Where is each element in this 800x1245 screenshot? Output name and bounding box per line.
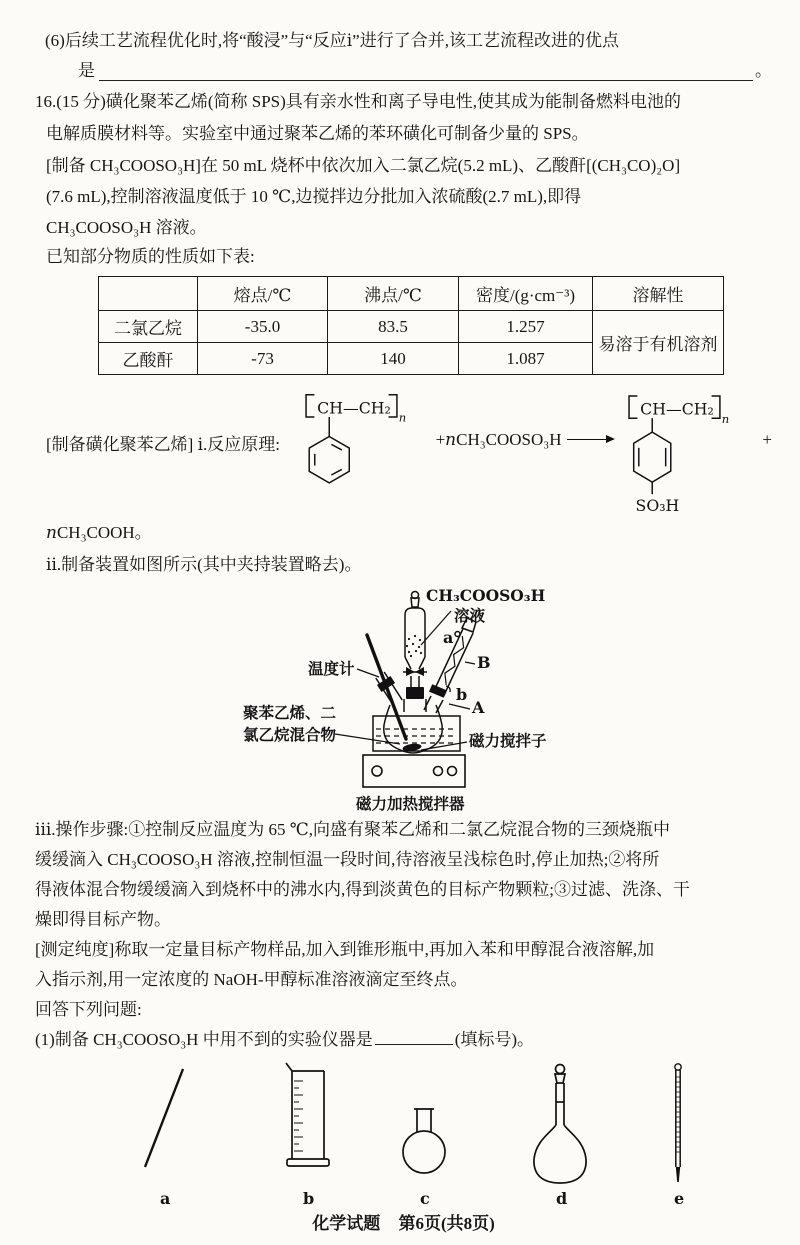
label-stir-bar: 磁力搅拌子 <box>469 733 547 750</box>
header-density: 密度/(g·cm⁻³) <box>459 277 593 311</box>
q6-answer-line <box>78 56 772 86</box>
prep-line2: (7.6 mL),控制溶液温度低于 10 ℃,边搅拌边分批加入浓硫酸(2.7 mL),即得 <box>46 187 582 206</box>
page-footer <box>35 1211 772 1237</box>
cell-boiling: 140 <box>328 343 459 375</box>
repeat-unit-text: CH—CH₂ <box>317 398 392 418</box>
plus-sign-end: + <box>762 430 772 449</box>
reagent-formula: CH₃COOSO₃H <box>456 430 562 449</box>
header-solubility: 溶解性 <box>593 277 724 311</box>
cell-melting: -35.0 <box>198 311 328 343</box>
equipment-label-c: c <box>420 1189 430 1208</box>
prep-line3: CH₃COOSO₃H 溶液。 <box>46 218 207 237</box>
so3h-group: SO₃H <box>636 495 680 515</box>
label-condenser-B: B <box>477 653 491 672</box>
equipment-figure <box>100 1059 772 1209</box>
properties-table <box>98 276 724 375</box>
reaction-label: [制备磺化聚苯乙烯] ⅰ.反应原理: <box>46 435 280 454</box>
q6-answer-prefix: 是 <box>78 61 95 80</box>
header-boiling: 沸点/℃ <box>328 277 459 311</box>
label-port-b: b <box>456 685 468 704</box>
thermometer-item <box>675 1064 681 1182</box>
condenser <box>434 618 476 695</box>
q1-prefix: (1)制备 CH₃COOSO₃H 中用不到的实验仪器是 <box>35 1030 373 1049</box>
label-flask-A: A <box>472 698 485 717</box>
cell-melting: -73 <box>198 343 328 375</box>
right-neck-clamp <box>429 684 447 698</box>
table-header-row <box>99 277 724 311</box>
graduated-cylinder <box>286 1063 329 1166</box>
cell-solubility: 易溶于有机溶剂 <box>593 311 724 375</box>
repeat-unit-text: CH—CH₂ <box>640 399 715 419</box>
steps-line2: 缓缓滴入 CH₃COOSO₃H 溶液,控制恒温一段时间,待溶液呈浅棕色时,停止加热;②将所 <box>35 850 660 869</box>
round-bottom-flask <box>403 1109 445 1173</box>
q1-answer-blank <box>375 1026 453 1045</box>
cell-density: 1.087 <box>459 343 593 375</box>
footer-page-info: 第6页(共8页) <box>398 1214 495 1233</box>
equipment-diagram <box>100 1059 750 1209</box>
coefficient-n: n <box>445 430 457 450</box>
equipment-label-a: a <box>160 1189 171 1208</box>
header-melting: 熔点/℃ <box>198 277 328 311</box>
cell-name: 二氯乙烷 <box>99 311 198 343</box>
steps-line1: ⅲ.操作步骤:①控制反应温度为 65 ℃,向盛有聚苯乙烯和二氯乙烷混合物的三颈烧瓶中 <box>35 820 671 839</box>
equipment-label-e: e <box>674 1189 685 1208</box>
funnel-liquid-dots <box>406 635 422 657</box>
apparatus-diagram <box>240 583 660 815</box>
purity-line2: 入指示剂,用一定浓度的 NaOH-甲醇标准溶液滴定至终点。 <box>35 970 468 989</box>
reaction-principle <box>46 384 772 534</box>
purity-line1: [测定纯度]称取一定量目标产物样品,加入到锥形瓶中,再加入苯和甲醇混合液溶解,加 <box>35 940 655 959</box>
label-solution: 溶液 <box>454 608 486 625</box>
footer-doc-title: 化学试题 <box>312 1214 381 1233</box>
apparatus-intro: ⅱ.制备装置如图所示(其中夹持装置略去)。 <box>46 555 362 574</box>
label-mixture-line2: 氯乙烷混合物 <box>243 727 337 744</box>
subscript-n: n <box>722 411 730 426</box>
answer-prompt: 回答下列问题: <box>35 1000 142 1019</box>
q16-intro-line1: 16.(15 分)磺化聚苯乙烯(简称 SPS)具有亲水性和离子导电性,使其成为能制备燃料电池的 <box>35 92 682 111</box>
reaction-middle <box>436 384 614 450</box>
q1-line <box>35 1025 772 1055</box>
sulfonated-polystyrene-structure <box>617 384 758 534</box>
magnetic-stirrer-plate <box>363 755 465 787</box>
cell-boiling: 83.5 <box>328 311 459 343</box>
steps-line4: 燥即得目标产物。 <box>35 910 171 929</box>
header-blank <box>99 277 198 311</box>
cell-density: 1.257 <box>459 311 593 343</box>
q6-line1: (6)后续工艺流程优化时,将“酸浸”与“反应ⅰ”进行了合并,该工艺流程改进的优点 <box>45 31 619 50</box>
subscript-n: n <box>399 410 407 425</box>
q1-suffix: (填标号)。 <box>454 1030 535 1049</box>
coefficient-n: n <box>46 523 57 543</box>
product-formula: CH₃COOH。 <box>56 523 152 542</box>
label-solution-formula: CH₃COOSO₃H <box>426 586 546 605</box>
label-port-a: a <box>443 628 454 647</box>
apparatus-figure <box>240 583 772 815</box>
volumetric-flask <box>534 1065 586 1184</box>
equipment-label-d: d <box>556 1189 568 1208</box>
q16-intro-line2: 电解质膜材料等。实验室中通过聚苯乙烯的苯环磺化可制备少量的 SPS。 <box>46 124 589 143</box>
q6-answer-blank <box>99 79 753 81</box>
steps-line3: 得液体混合物缓缓滴入到烧杯中的沸水内,得到淡黄色的目标产物颗粒;③过滤、洗涤、干 <box>35 880 690 899</box>
polystyrene-structure <box>294 384 433 502</box>
prep-line1: [制备 CH₃COOSO₃H]在 50 mL 烧杯中依次加入二氯乙烷(5.2 mL)、乙酸酐[(CH₃CO)₂O] <box>46 156 681 175</box>
reaction-arrow <box>567 439 613 440</box>
plus-sign: + <box>435 430 446 449</box>
equipment-label-b: b <box>303 1189 315 1208</box>
label-thermometer: 温度计 <box>308 661 355 678</box>
label-mixture-line1: 聚苯乙烯、二 <box>243 705 337 722</box>
table-row <box>99 311 724 343</box>
glass-rod <box>145 1069 183 1167</box>
cell-name: 乙酸酐 <box>99 343 198 375</box>
label-heater: 磁力加热搅拌器 <box>356 796 465 813</box>
table-intro: 已知部分物质的性质如下表: <box>46 247 255 266</box>
q6-line-end: 。 <box>755 61 772 80</box>
